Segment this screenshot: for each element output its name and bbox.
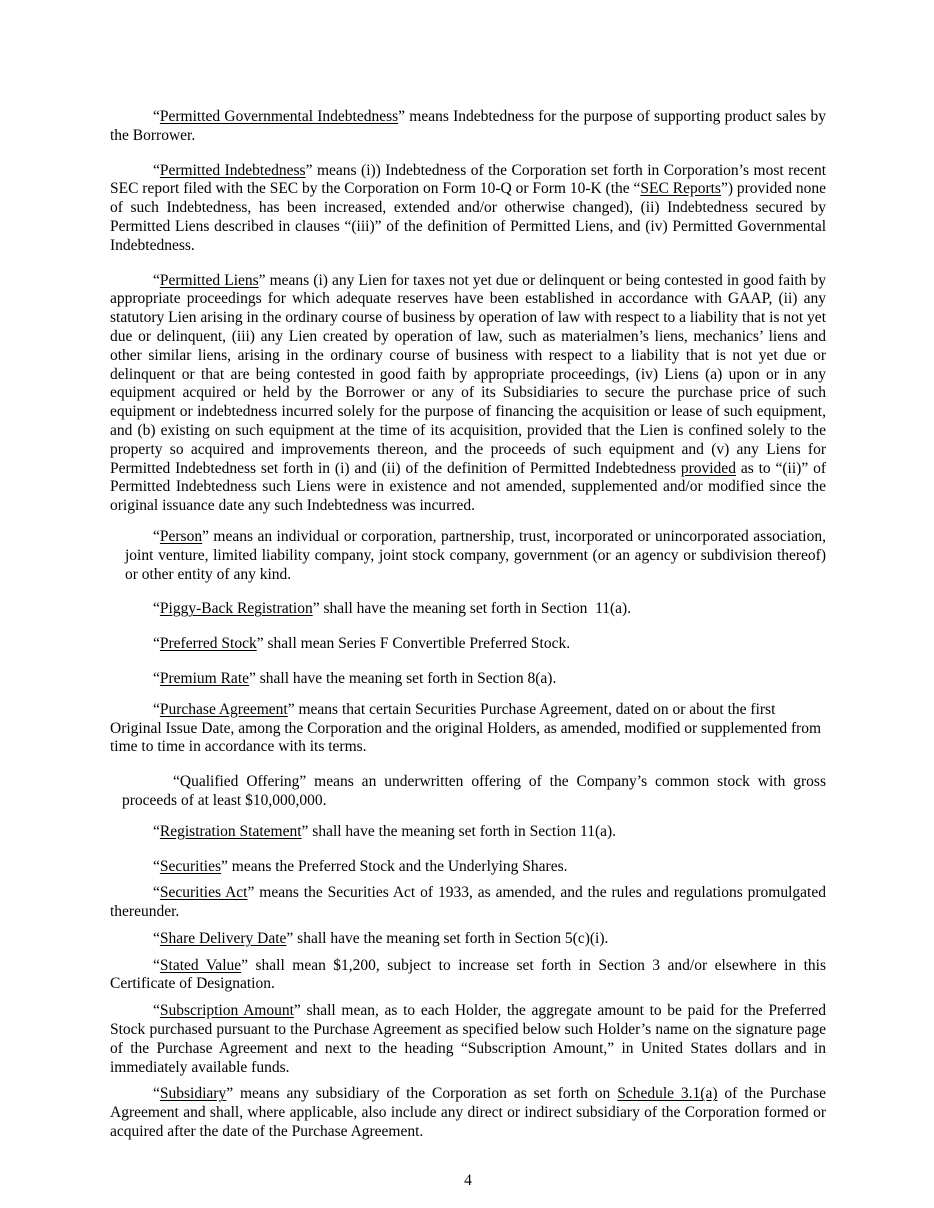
defined-term: Permitted Liens — [159, 271, 259, 289]
defined-term: Subscription Amount — [159, 1002, 294, 1020]
text-run: “ — [153, 1002, 160, 1020]
paragraph-subscription-amount — [110, 1002, 826, 1077]
defined-term: Purchase Agreement — [159, 700, 288, 718]
paragraph-subsidiary — [110, 1085, 826, 1141]
text-run: “ — [153, 600, 160, 618]
text-run: as to “(ii)” of Permitted Indebtedness such Liens were in existence and not amended, supplemented and/or modified since the original issuance date any such Indebtedness was incurred. — [110, 459, 826, 515]
text-run: ” shall have the meaning set forth in Section 5(c)(i). — [286, 929, 609, 947]
text-run: ” means an individual or corporation, partnership, trust, incorporated or unincorporated association, joint venture, limited liability company, joint stock company, government (or an agency or subdivision thereof) or other entity of any kind. — [125, 527, 826, 583]
defined-term: Schedule 3.1(a) — [617, 1085, 718, 1103]
paragraph-securities-act — [110, 884, 826, 922]
document-body — [110, 108, 826, 1191]
text-run: ” shall have the meaning set forth in Section 11(a). — [301, 822, 617, 840]
paragraph-registration-statement — [110, 823, 826, 842]
text-run: ” means any subsidiary of the Corporation as set forth on — [226, 1085, 618, 1103]
text-run: “ — [153, 527, 160, 545]
paragraph-purchase-agreement — [110, 701, 826, 757]
text-run: “ — [153, 929, 160, 947]
text-run: ” shall have the meaning set forth in Section 8(a). — [249, 669, 557, 687]
defined-term: Preferred Stock — [159, 635, 257, 653]
defined-term: Securities — [159, 857, 222, 875]
page-number: 4 — [464, 1171, 472, 1189]
text-run: ” means Indebtedness for the purpose of supporting product sales by the Borrower. — [110, 108, 826, 144]
text-run: ” means that certain Securities Purchase Agreement, dated on or about the first Original Issue Date, among the Corporation and the original Holders, as amended, modified or supplemented from time to time in accordance with its terms. — [110, 700, 822, 756]
text-run: “ — [153, 161, 160, 179]
paragraph-preferred-stock — [110, 635, 826, 654]
text-run: ” means the Preferred Stock and the Underlying Shares. — [221, 857, 568, 875]
text-run: “ — [153, 669, 160, 687]
paragraph-piggy-back-registration — [110, 600, 826, 619]
text-run: ”) provided none of such Indebtedness, has been increased, extended and/or otherwise changed), (ii) Indebtedness secured by Permitted Liens described in clauses “(iii)” of the definition of Permitted Liens, and (iv) Permitted Governmental Indebtedness. — [110, 180, 826, 254]
text-run: “ — [153, 884, 160, 902]
paragraph-stated-value — [110, 957, 826, 995]
text-run: “ — [153, 108, 160, 125]
paragraph-permitted-indebtedness — [110, 162, 826, 256]
text-run: ” means (i) any Lien for taxes not yet due or delinquent or being contested in good faith by appropriate proceedings for which adequate reserves have been established in accordance with GAAP, (ii) any statutory Lien arising in the ordinary course of business by operation of law with respect to a liability that is not yet due or delinquent, (iii) any Lien created by operation of law, such as materialmen’s liens, mechanics’ liens and other similar liens, arising in the ordinary course of business with respect to a liability that is not yet due or delinquent or that are being contested in good faith by appropriate proceedings, (iv) Liens (a) upon or in any equipment acquired or held by the Borrower or any of its Subsidiaries to secure the purchase price of such equipment or indebtedness incurred solely for the purpose of financing the acquisition or lease of such equipment, and (b) existing on such equipment at the time of its acquisition, provided that the Lien is confined solely to the property so acquired and improvements thereon, and the proceeds of such equipment and (v) any Liens for Permitted Indebtedness set forth in (i) and (ii) of the definition of Permitted Indebtedness — [110, 271, 827, 477]
defined-term: Premium Rate — [159, 669, 250, 687]
paragraph-qualified-offering — [110, 773, 826, 811]
defined-term: Share Delivery Date — [159, 929, 287, 947]
defined-term: SEC Reports — [640, 180, 721, 198]
text-run: “Qualified Offering” means an underwritten offering of the Company’s common stock with gross proceeds of at least $10,000,000. — [122, 773, 826, 809]
text-run: “ — [153, 700, 160, 718]
text-run: “ — [153, 271, 160, 289]
defined-term: Person — [159, 527, 203, 545]
paragraph-person — [110, 528, 826, 584]
text-run: ” shall have the meaning set forth in Section 11(a). — [312, 600, 632, 618]
defined-term: Securities Act — [159, 884, 248, 902]
text-run: “ — [153, 822, 160, 840]
text-run: ” means (i)) Indebtedness of the Corporation set forth in Corporation’s most recent SEC report filed with the SEC by the Corporation on Form 10-Q or Form 10-K (the “ — [110, 161, 826, 198]
defined-term: Stated Value — [159, 956, 242, 974]
defined-term: provided — [680, 459, 736, 477]
text-run: “ — [153, 956, 160, 974]
defined-term: Permitted Governmental Indebtedness — [159, 108, 399, 125]
defined-term: Permitted Indebtedness — [159, 161, 306, 179]
paragraph-permitted-governmental-indebtedness — [110, 108, 826, 146]
text-run: “ — [153, 857, 160, 875]
text-run: “ — [153, 1085, 160, 1103]
paragraph-premium-rate — [110, 670, 826, 689]
defined-term: Registration Statement — [159, 822, 302, 840]
text-run: of the Purchase Agreement and shall, where applicable, also include any direct or indirect subsidiary of the Corporation formed or acquired after the date of the Purchase Agreement. — [110, 1085, 826, 1141]
text-run: ” shall mean Series F Convertible Preferred Stock. — [256, 635, 571, 653]
defined-term: Piggy-Back Registration — [159, 600, 313, 618]
text-run: “ — [153, 635, 160, 653]
text-run: ” shall mean $1,200, subject to increase set forth in Section 3 and/or elsewhere in this Certificate of Designation. — [110, 956, 826, 993]
text-run: ” means the Securities Act of 1933, as amended, and the rules and regulations promulgated thereunder. — [110, 884, 826, 921]
paragraph-permitted-liens — [110, 272, 826, 516]
paragraph-securities — [110, 858, 826, 877]
defined-term: Subsidiary — [159, 1085, 227, 1103]
paragraph-share-delivery-date — [110, 930, 826, 949]
text-run: ” shall mean, as to each Holder, the aggregate amount to be paid for the Preferred Stock purchased pursuant to the Purchase Agreement as specified below such Holder’s name on the signature page of the Purchase Agreement and next to the heading “Subscription Amount,” in United States dollars and in immediately available funds. — [110, 1002, 826, 1076]
